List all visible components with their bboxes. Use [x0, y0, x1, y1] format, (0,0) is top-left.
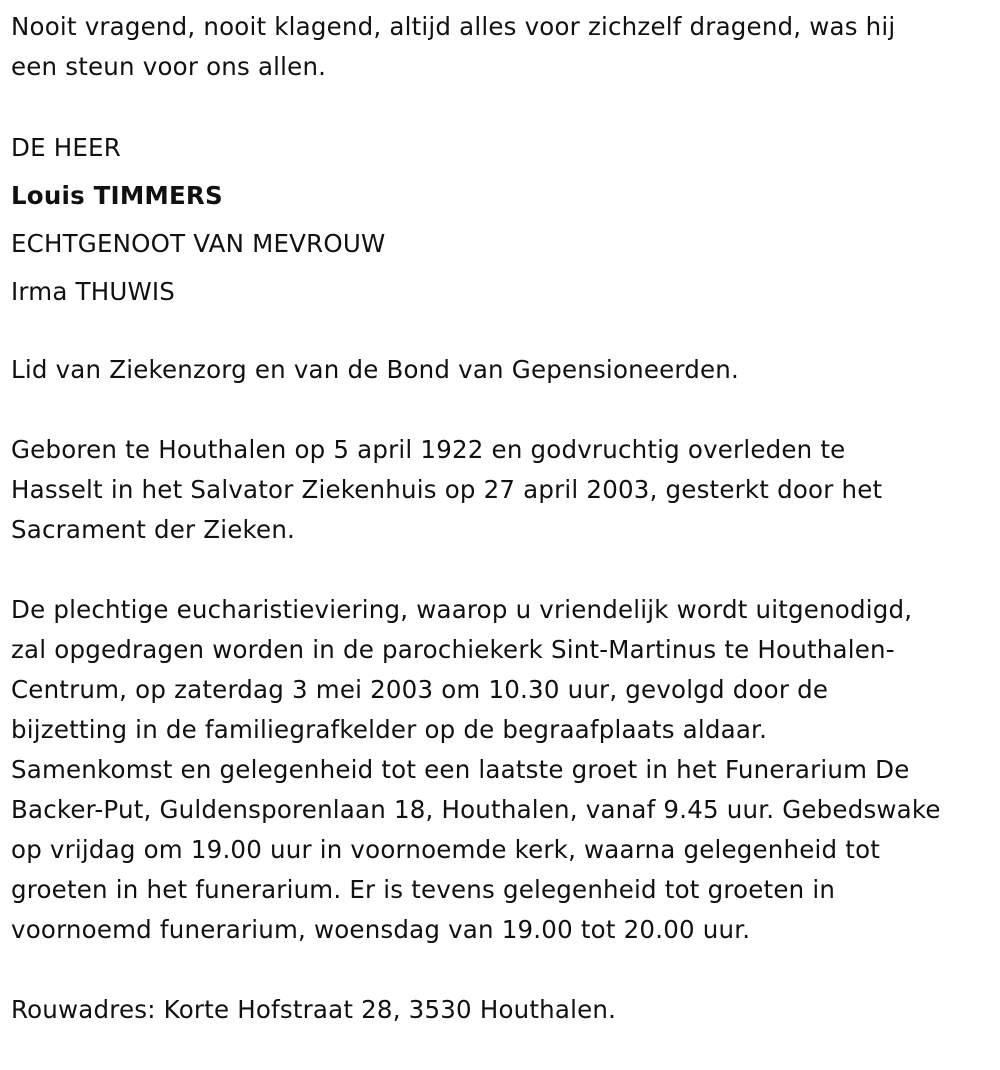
address-paragraph	[11, 990, 997, 1030]
membership-paragraph	[11, 350, 997, 390]
ceremony-line: Samenkomst en gelegenheid tot een laatste groet in het Funerarium De	[11, 755, 910, 784]
ceremony-line: Centrum, op zaterdag 3 mei 2003 om 10.30 uur, gevolgd door de	[11, 675, 829, 704]
ceremony-line: zal opgedragen worden in de parochiekerk Sint-Martinus te Houthalen-	[11, 635, 895, 664]
membership-line: Lid van Ziekenzorg en van de Bond van Gepensioneerden.	[11, 355, 739, 384]
deceased-block	[11, 124, 997, 316]
ceremony-paragraph	[11, 590, 997, 950]
address-line: Rouwadres: Korte Hofstraat 28, 3530 Houthalen.	[11, 995, 617, 1024]
birth-death-line: Sacrament der Zieken.	[11, 515, 296, 544]
intro-line: een steun voor ons allen.	[11, 52, 327, 81]
deceased-relation: ECHTGENOOT VAN MEVROUW	[11, 229, 386, 258]
birth-death-line: Hasselt in het Salvator Ziekenhuis op 27 april 2003, gesterkt door het	[11, 475, 883, 504]
ceremony-line: voornoemd funerarium, woensdag van 19.00 tot 20.00 uur.	[11, 915, 751, 944]
deceased-title: DE HEER	[11, 133, 121, 162]
ceremony-line: op vrijdag om 19.00 uur in voornoemde kerk, waarna gelegenheid tot	[11, 835, 881, 864]
obituary-document	[11, 7, 997, 1070]
ceremony-line: De plechtige eucharistieviering, waarop u vriendelijk wordt uitgenodigd,	[11, 595, 913, 624]
ceremony-line: Backer-Put, Guldensporenlaan 18, Houthalen, vanaf 9.45 uur. Gebedswake	[11, 795, 941, 824]
birth-death-paragraph	[11, 430, 997, 550]
deceased-name: Louis TIMMERS	[11, 181, 223, 210]
intro-line: Nooit vragend, nooit klagend, altijd alles voor zichzelf dragend, was hij	[11, 12, 896, 41]
birth-death-line: Geboren te Houthalen op 5 april 1922 en godvruchtig overleden te	[11, 435, 846, 464]
intro-paragraph	[11, 7, 997, 87]
ceremony-line: groeten in het funerarium. Er is tevens gelegenheid tot groeten in	[11, 875, 836, 904]
spouse-name: Irma THUWIS	[11, 277, 176, 306]
ceremony-line: bijzetting in de familiegrafkelder op de begraafplaats aldaar.	[11, 715, 768, 744]
